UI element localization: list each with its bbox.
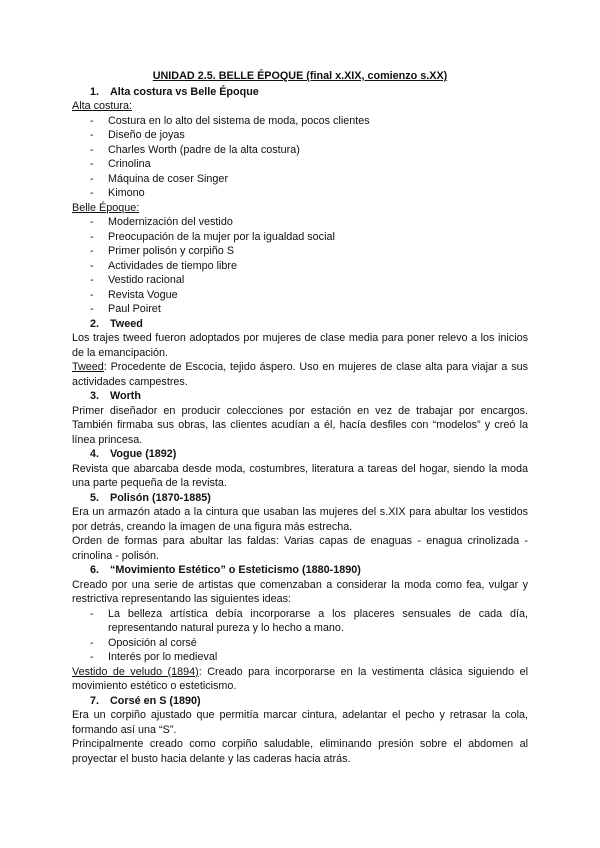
list-item: - Actividades de tiempo libre [72,259,528,274]
alta-costura-list [72,114,528,201]
esteticismo-ideas-list [72,607,528,665]
list-item: - Kimono [72,186,528,201]
list-item: - La belleza artística debía incorporarse a los placeres sensuales de cada día, representando natural pureza y lo hecho a mano. [72,607,528,636]
section-number: 7. [90,694,100,707]
section-4-heading [72,447,528,462]
definition: : Procedente de Escocia, tejido áspero. Uso en mujeres de clase alta para viajar a sus actividades campestres. [72,361,528,388]
section-title: Worth [110,390,141,402]
section-3-heading [72,389,528,404]
paragraph: Revista que abarcaba desde moda, costumbres, literatura a tareas del hogar, siendo la moda una parte pequeña de la revista. [72,462,528,489]
section-number: 4. [90,448,100,460]
list-item: - Preocupación de la mujer por la igualdad social [72,230,528,245]
list-item: - Primer polisón y corpiño S [72,244,528,259]
page-title: UNIDAD 2.5. BELLE ÉPOQUE (final x.XIX, comienzo s.XX) [152,70,448,82]
list-item: - Paul Poiret [72,302,528,317]
list-item: - Crinolina [72,157,528,172]
list-item: - Revista Vogue [72,288,528,303]
list-item: - Vestido racional [72,273,528,288]
section-number: 3. [90,390,100,402]
alta-costura-label: Alta costura: [72,100,133,112]
term: Vestido de veludo (1894) [72,665,199,678]
section-number: 6. [90,564,100,576]
list-item: - Charles Worth (padre de la alta costura) [72,143,528,158]
section-title: Tweed [110,317,143,330]
paragraph: Era un armazón atado a la cintura que usaban las mujeres del s.XIX para abultar los vestidos por detrás, creando la imagen de una figura más estrecha. [72,506,528,533]
section-number: 5. [90,491,100,504]
list-item: - Costura en lo alto del sistema de moda, pocos clientes [72,114,528,129]
paragraph: Los trajes tweed fueron adoptados por mujeres de clase media para poner relevo a los inicios de la emancipación. [72,332,528,359]
term: Tweed [72,361,104,373]
list-item: - Interés por lo medieval [72,650,528,665]
list-item: - Diseño de joyas [72,128,528,143]
belle-epoque-label: Belle Époque: [72,201,140,214]
paragraph: Principalmente creado como corpiño saludable, eliminando presión sobre el abdomen al proyectar el busto hacia delante y las caderas hacia atrás. [72,738,528,765]
section-title: Alta costura vs Belle Époque [110,85,259,98]
paragraph: Primer diseñador en producir colecciones por estación en vez de trabajar por encargos. También firmaba sus obras, las clientes acudían a él, hacía desfiles con “modelos” y creó la línea princesa. [72,404,528,446]
section-6-heading [72,563,528,578]
paragraph [72,360,528,389]
section-number: 2. [90,317,100,330]
section-5-heading [72,491,528,506]
section-1-heading [72,85,528,100]
section-title: Polisón (1870-1885) [110,491,211,504]
paragraph: Creado por una serie de artistas que comenzaban a considerar la moda como fea, vulgar y restrictiva representando las siguientes ideas: [72,578,528,605]
section-title: “Movimiento Estético” o Esteticismo (1880-1890) [110,564,361,576]
section-7-heading [72,694,528,709]
belle-epoque-list [72,215,528,317]
section-2-heading [72,317,528,332]
list-item: - Máquina de coser Singer [72,172,528,187]
paragraph: Orden de formas para abultar las faldas: Varias capas de enaguas - enagua crinolizada - crinolina - polisón. [72,535,528,562]
section-title: Corsé en S (1890) [110,694,201,707]
list-item: - Oposición al corsé [72,636,528,651]
paragraph: Era un corpiño ajustado que permitía marcar cintura, adelantar el pecho y retrasar la cola, formando así una “S”. [72,709,528,736]
definition: : Creado para incorporarse en la vestimenta clásica siguiendo el movimiento estético o esteticismo. [72,665,529,692]
section-number: 1. [90,85,100,98]
section-title: Vogue (1892) [110,448,177,460]
list-item: - Modernización del vestido [72,215,528,230]
paragraph [72,665,528,694]
